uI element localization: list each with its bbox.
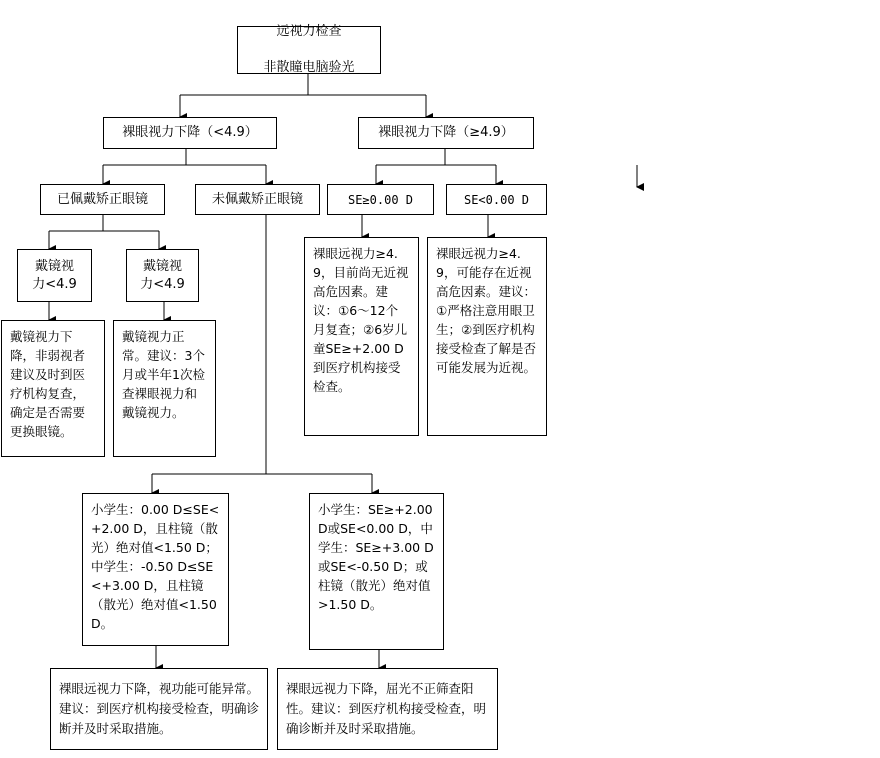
se-lt-box: SE<0.00 D <box>446 184 547 215</box>
result-glasses-low-box: 戴镜视力下降，非弱视者建议及时到医疗机构复查，确定是否需要更换眼镜。 <box>1 320 105 457</box>
result-se-ge-box: 裸眼远视力≥4.9，目前尚无近视高危因素。建议：①6～12个月复查；②6岁儿童SE≥+2.00 D到医疗机构接受检查。 <box>304 237 419 436</box>
wearing-glasses-box: 已佩戴矫正眼镜 <box>40 184 165 215</box>
glasses-vision-low-box: 戴镜视 力<4.9 <box>17 249 92 302</box>
root-box <box>237 26 381 74</box>
glasses-vision-high-box: 戴镜视 力<4.9 <box>126 249 199 302</box>
root-title <box>263 5 354 95</box>
result-refraction-box: 裸眼远视力下降，屈光不正筛查阳性。建议：到医疗机构接受检查，明确诊断并及时采取措施。 <box>277 668 498 750</box>
result-vision-function-box: 裸眼远视力下降，视功能可能异常。建议：到医疗机构接受检查，明确诊断并及时采取措施。 <box>50 668 268 750</box>
left-branch-box: 裸眼视力下降（<4.9） <box>103 117 277 149</box>
root-line-2: 非散瞳电脑验光 <box>263 60 355 75</box>
result-se-lt-box: 裸眼远视力≥4.9，可能存在近视高危因素。建议：①严格注意用眼卫生；②到医疗机构接受检查了解是否可能发展为近视。 <box>427 237 547 436</box>
root-line-1: 远视力检查 <box>276 24 342 39</box>
se-ge-box: SE≥0.00 D <box>327 184 434 215</box>
criteria-abnormal-box: 小学生：SE≥+2.00D或SE<0.00 D，中学生：SE≥+3.00 D或SE<-0.50 D；或柱镜（散光）绝对值>1.50 D。 <box>309 493 444 650</box>
criteria-normal-box: 小学生：0.00 D≤SE<+2.00 D，且柱镜（散光）绝对值<1.50 D；中学生：-0.50 D≤SE<+3.00 D，且柱镜（散光）绝对值<1.50 D。 <box>82 493 229 646</box>
not-wearing-glasses-box: 未佩戴矫正眼镜 <box>195 184 320 215</box>
right-branch-box: 裸眼视力下降（≥4.9） <box>358 117 534 149</box>
result-glasses-high-box: 戴镜视力正常。建议：3个月或半年1次检查裸眼视力和戴镜视力。 <box>113 320 216 457</box>
